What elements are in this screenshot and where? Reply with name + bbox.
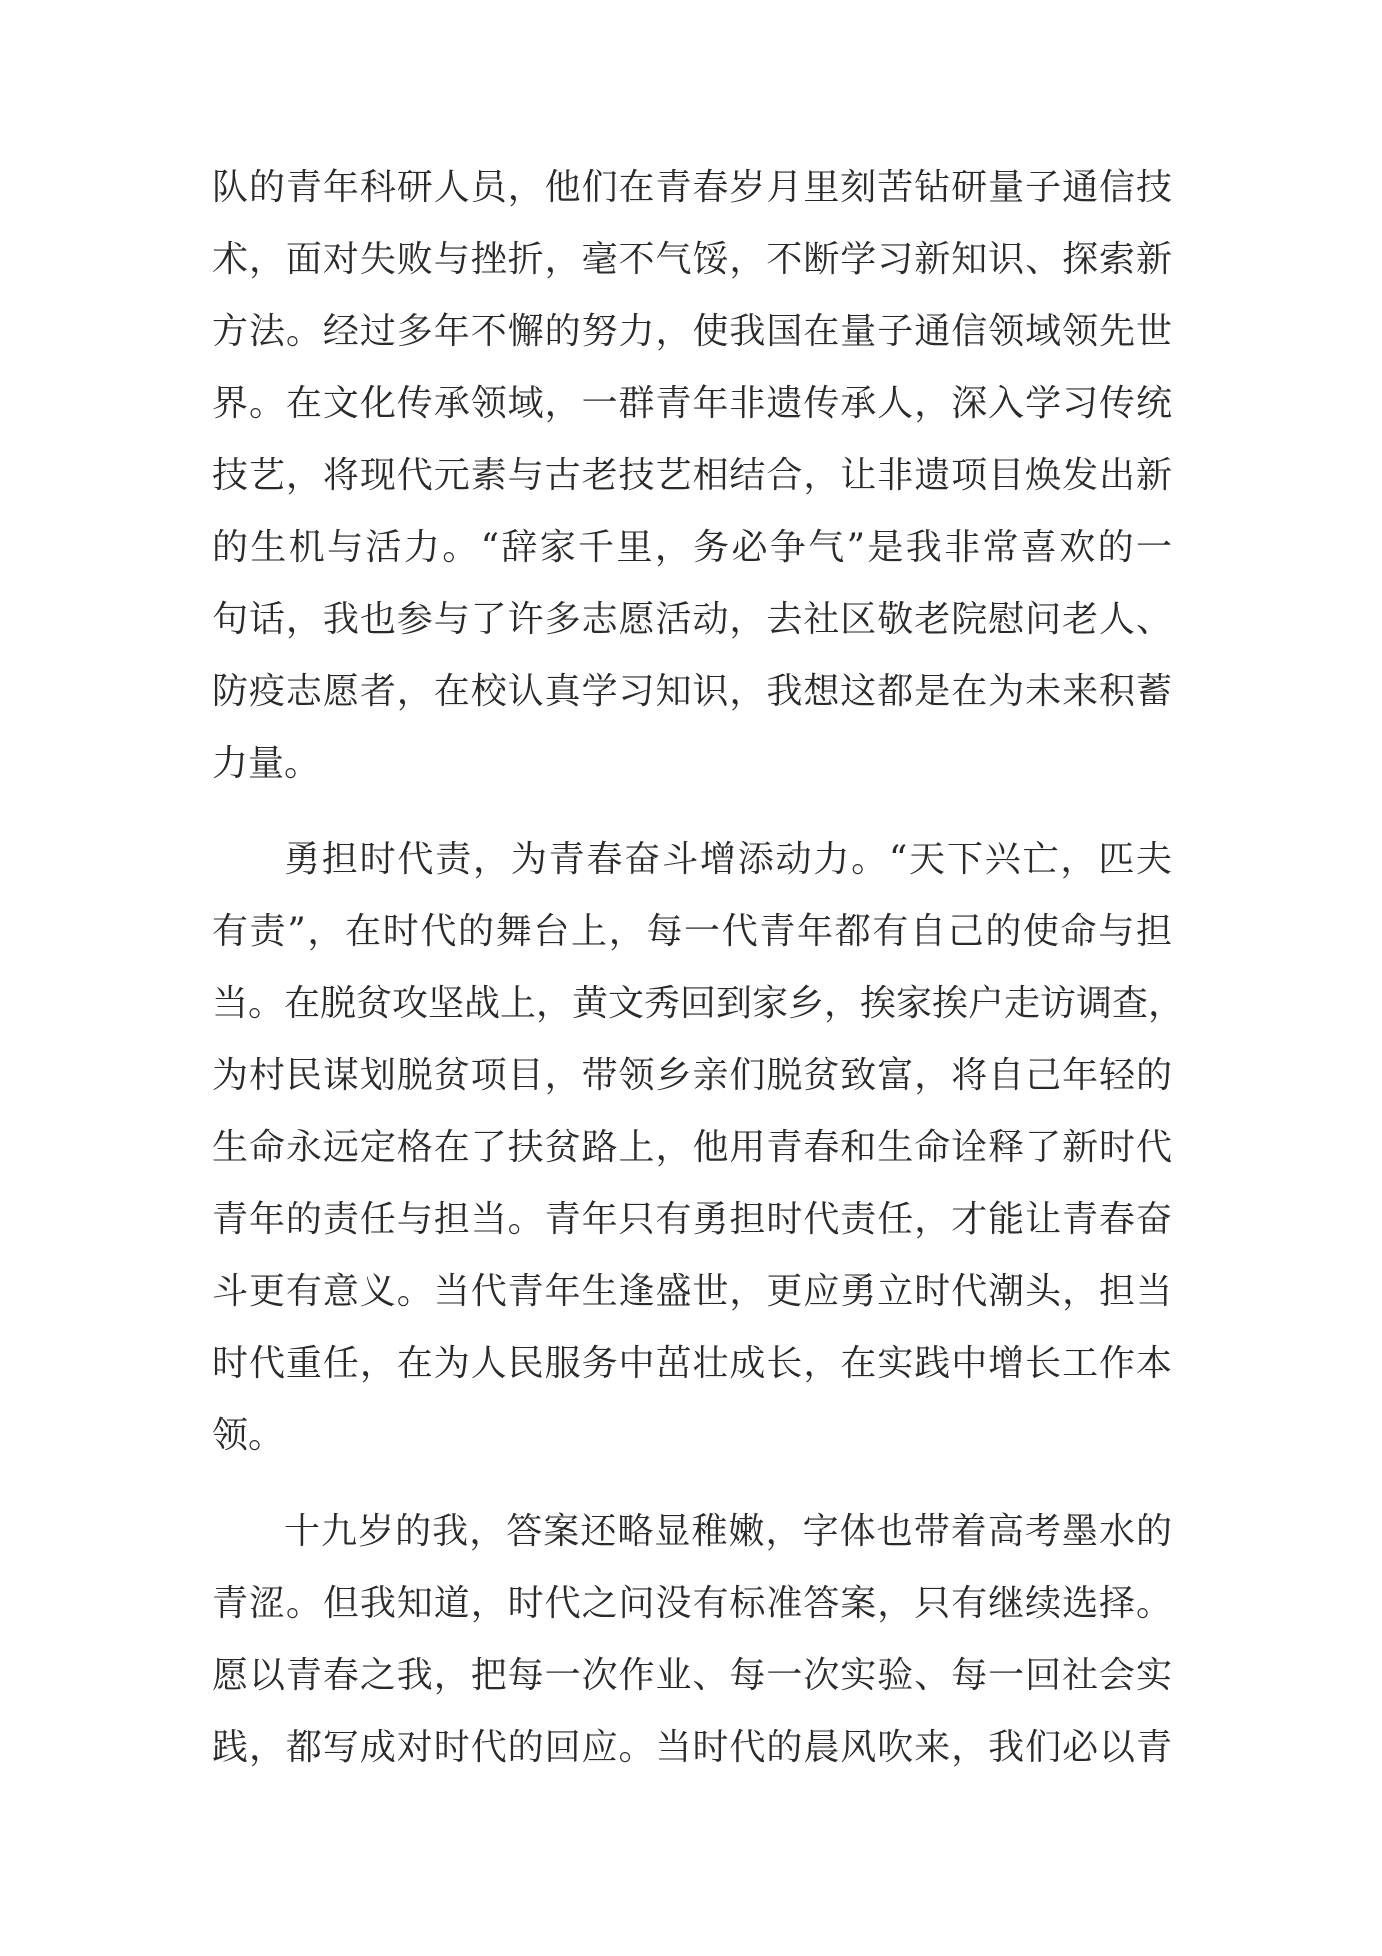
paragraph-line: 当。在脱贫攻坚战上，黄文秀回到家乡，挨家挨户走访调查，	[212, 983, 1185, 1024]
paragraph-line: 青年的责任与担当。青年只有勇担时代责任，才能让青春奋	[212, 1199, 1172, 1240]
paragraph-line: 领。	[212, 1415, 285, 1456]
paragraph-line: 愿以青春之我，把每一次作业、每一次实验、每一回社会实	[212, 1655, 1172, 1696]
paragraph-line: 力量。	[212, 743, 321, 784]
paragraph-line: 界。在文化传承领域，一群青年非遗传承人，深入学习传统	[212, 383, 1172, 424]
paragraph-first-line: 十九岁的我，答案还略显稚嫩，字体也带着高考墨水的	[284, 1511, 1172, 1552]
paragraph-line: 有责”，在时代的舞台上，每一代青年都有自己的使命与担	[212, 911, 1172, 952]
paragraph-line: 技艺，将现代元素与古老技艺相结合，让非遗项目焕发出新	[212, 455, 1172, 496]
paragraph-1	[212, 152, 1172, 800]
paragraph-line: 的生机与活力。“辞家千里，务必争气”是我非常喜欢的一	[212, 527, 1172, 568]
paragraph-2	[212, 824, 1185, 1472]
paragraph-line: 方法。经过多年不懈的努力，使我国在量子通信领域领先世	[212, 311, 1172, 352]
paragraph-line: 青涩。但我知道，时代之问没有标准答案，只有继续选择。	[212, 1583, 1172, 1624]
paragraph-line: 术，面对失败与挫折，毫不气馁，不断学习新知识、探索新	[212, 239, 1172, 280]
paragraph-line: 为村民谋划脱贫项目，带领乡亲们脱贫致富，将自己年轻的	[212, 1055, 1172, 1096]
paragraph-line: 句话，我也参与了许多志愿活动，去社区敬老院慰问老人、	[212, 599, 1172, 640]
paragraph-line: 践，都写成对时代的回应。当时代的晨风吹来，我们必以青	[212, 1727, 1172, 1768]
paragraph-line: 斗更有意义。当代青年生逢盛世，更应勇立时代潮头，担当	[212, 1271, 1172, 1312]
paragraph-first-line: 勇担时代责，为青春奋斗增添动力。“天下兴亡，匹夫	[284, 839, 1172, 880]
paragraph-line: 防疫志愿者，在校认真学习知识，我想这都是在为未来积蓄	[212, 671, 1172, 712]
paragraph-line: 生命永远定格在了扶贫路上，他用青春和生命诠释了新时代	[212, 1127, 1172, 1168]
paragraph-line: 时代重任，在为人民服务中茁壮成长，在实践中增长工作本	[212, 1343, 1172, 1384]
paragraph-line: 队的青年科研人员，他们在青春岁月里刻苦钻研量子通信技	[212, 167, 1172, 208]
paragraph-3	[212, 1496, 1172, 1784]
